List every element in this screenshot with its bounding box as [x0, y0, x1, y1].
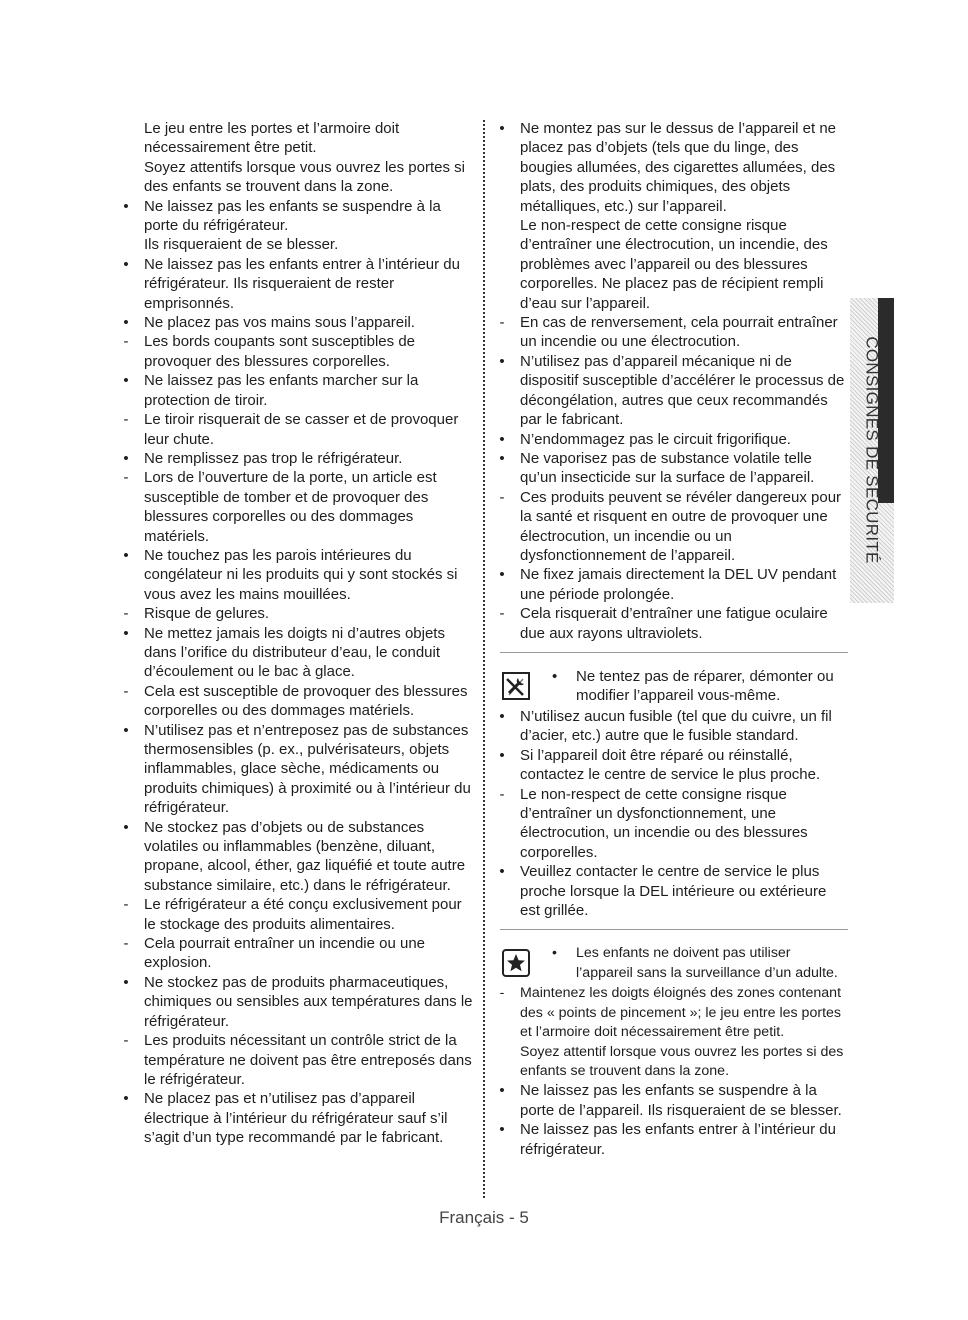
- list-text: Ne remplissez pas trop le réfrigérateur.: [144, 449, 403, 467]
- list-text: Ne fixez jamais directement la DEL UV pendant une période prolongée.: [520, 566, 837, 603]
- list-marker: •: [123, 314, 129, 332]
- list-item: [490, 785, 848, 863]
- list-marker: •: [123, 818, 129, 836]
- list-text: N’utilisez pas d’appareil mécanique ni de dispositif susceptible d’accélérer le processus de décongélation, autres que ceux recommandés par le fabricant.: [520, 352, 845, 429]
- list-marker: •: [499, 430, 505, 448]
- list-marker: -: [499, 785, 505, 803]
- list-item: [490, 430, 848, 449]
- list-marker: •: [499, 863, 505, 881]
- list-text: N’utilisez aucun fusible (tel que du cuivre, un fil d’acier, etc.) autre que le fusible standard.: [520, 707, 832, 745]
- side-tab-label: CONSIGNES DE SÉCURITÉ: [862, 336, 882, 564]
- list-marker: •: [499, 1121, 505, 1139]
- bullet-marker: •: [552, 945, 557, 962]
- service-warning: [490, 667, 848, 707]
- list-item: [114, 1031, 476, 1089]
- list-text: Ne stockez pas de produits pharmaceutiques, chimiques ou sensibles aux températures dans le réfrigérateur.: [144, 973, 473, 1030]
- list-marker: •: [499, 449, 505, 467]
- list-item: [114, 682, 476, 721]
- list-text: Le non-respect de cette consigne risque d’entraîner un dysfonctionnement, une électrocution, un incendie ou des blessures corporelles.: [520, 785, 808, 861]
- list-text: Cela est susceptible de provoquer des blessures corporelles ou des dommages matériels.: [144, 682, 468, 720]
- list-text: Ne laissez pas les enfants se suspendre à la porte de l’appareil. Ils risqueraient de se blesser.: [520, 1082, 842, 1119]
- left-column: [114, 119, 476, 1148]
- list-item: [490, 352, 848, 430]
- list-text: Soyez attentif lorsque vous ouvrez les portes si des enfants se trouvent dans la zone.: [520, 1043, 844, 1080]
- list-item: [490, 1120, 848, 1159]
- list-item: [114, 546, 476, 604]
- list-text: Ne touchez pas les parois intérieures du congélateur ni les produits qui y sont stockés si vous avez les mains mouillées.: [144, 546, 458, 603]
- list-marker: •: [499, 746, 505, 764]
- column-divider: [483, 120, 485, 1198]
- list-item: [114, 1089, 476, 1147]
- list-marker: -: [499, 985, 505, 1002]
- list-text: Ne mettez jamais les doigts ni d’autres objets dans l’orifice du distributeur d’eau, le conduit d’écoulement ou le bac à glace.: [144, 624, 445, 681]
- list-text: Ces produits peuvent se révéler dangereux pour la santé et risquent en outre de provoquer une électrocution, un incendie ou un dysfonctionnement de l’appareil.: [520, 488, 842, 564]
- list-text: Si l’appareil doit être réparé ou réinstallé, contactez le centre de service le plus proche.: [520, 746, 821, 784]
- list-marker: -: [123, 605, 129, 623]
- list-item: [114, 624, 476, 682]
- list-text: Ne laissez pas les enfants entrer à l’intérieur du réfrigérateur.: [520, 1121, 836, 1158]
- list-marker: •: [499, 352, 505, 370]
- list-text: Ne montez pas sur le dessus de l’appareil et ne placez pas d’objets (tels que du linge, des bougies allumées, des cigarettes allumées, des plats, des produits chimiques, des objets métalliques, etc.) sur l’appareil.: [520, 120, 837, 215]
- no-disassembly-icon: [502, 672, 530, 700]
- list-item: [114, 604, 476, 623]
- list-marker: -: [123, 682, 129, 700]
- list-item: [114, 371, 476, 410]
- list-marker: -: [499, 605, 505, 623]
- list-text: Cela risquerait d’entraîner une fatigue oculaire due aux rayons ultraviolets.: [520, 605, 828, 642]
- list-text: Ne stockez pas d’objets ou de substances volatiles ou inflammables (benzène, diluant, propane, alcool, éther, gaz liquéfié et toute autre substance similaire, etc.) dans le réfrigérateur.: [144, 818, 466, 894]
- right-column: [490, 119, 848, 1159]
- list-item: [490, 488, 848, 566]
- list-marker: •: [499, 1082, 505, 1100]
- list-item: [490, 707, 848, 746]
- list-text: Lors de l’ouverture de la porte, un article est susceptible de tomber et de provoquer des blessures corporelles ou des dommages matériels.: [144, 469, 437, 545]
- list-marker: -: [123, 411, 129, 429]
- list-text: Ne laissez pas les enfants se suspendre à la porte du réfrigérateur.: [144, 197, 441, 235]
- child-warning-text: Les enfants ne doivent pas utiliser l’appareil sans la surveillance d’un adulte.: [576, 945, 838, 981]
- list-text: Ne vaporisez pas de substance volatile telle qu’un insecticide sur la surface de l’appareil.: [520, 449, 815, 487]
- list-item: [114, 332, 476, 371]
- list-item: [114, 934, 476, 973]
- service-warning-text: Ne tentez pas de réparer, démonter ou modifier l’appareil vous-même.: [576, 667, 834, 705]
- list-item: [114, 119, 476, 158]
- list-marker: -: [499, 488, 505, 506]
- list-text: Le réfrigérateur a été conçu exclusivement pour le stockage des produits alimentaires.: [144, 896, 462, 933]
- list-text: Ne placez pas et n’utilisez pas d’appareil électrique à l’intérieur du réfrigérateur sauf s’il s’agit d’un type recommandé par le fabricant.: [144, 1090, 448, 1147]
- page-footer: Français - 5: [439, 1208, 529, 1227]
- child-warning: [490, 944, 848, 984]
- list-item: [490, 862, 848, 920]
- list-marker: •: [123, 372, 129, 390]
- list-item: [490, 604, 848, 643]
- list-marker: •: [123, 197, 129, 215]
- list-marker: •: [123, 449, 129, 467]
- list-text: En cas de renversement, cela pourrait entraîner un incendie ou une électrocution.: [520, 314, 838, 351]
- list-marker: •: [123, 721, 129, 739]
- list-item: [114, 721, 476, 818]
- list-item: [114, 895, 476, 934]
- list-text: Les bords coupants sont susceptibles de provoquer des blessures corporelles.: [144, 333, 416, 370]
- list-marker: -: [123, 896, 129, 914]
- list-text: Le non-respect de cette consigne risque d’entraîner une électrocution, un incendie, des problèmes avec l’appareil ou des blessures corporelles. Ne placez pas de récipient rempli d’eau sur l’appareil.: [520, 217, 828, 312]
- list-text: Ne laissez pas les enfants entrer à l’intérieur du réfrigérateur. Ils risqueraient de rester emprisonnés.: [144, 255, 460, 312]
- list-marker: -: [499, 314, 505, 332]
- list-text: Ne placez pas vos mains sous l’appareil.: [144, 314, 415, 332]
- list-item: [114, 410, 476, 449]
- list-item: [114, 818, 476, 896]
- list-text: Ne laissez pas les enfants marcher sur la protection de tiroir.: [144, 372, 419, 409]
- list-item: [490, 119, 848, 216]
- list-marker: •: [123, 255, 129, 273]
- list-item: [490, 313, 848, 352]
- child-safety-star-icon: [502, 949, 530, 977]
- list-marker: -: [123, 333, 129, 351]
- list-item: [114, 313, 476, 332]
- list-marker: •: [123, 973, 129, 991]
- list-text: N’endommagez pas le circuit frigorifique.: [520, 430, 791, 448]
- list-item: [490, 565, 848, 604]
- list-text: Soyez attentifs lorsque vous ouvrez les portes si des enfants se trouvent dans la zone.: [144, 158, 465, 196]
- list-text: Cela pourrait entraîner un incendie ou une explosion.: [144, 935, 426, 972]
- list-text: Veuillez contacter le centre de service le plus proche lorsque la DEL intérieure ou extérieure est grillée.: [520, 863, 827, 920]
- list-item: [490, 984, 848, 1042]
- list-marker: •: [123, 624, 129, 642]
- list-item: [490, 449, 848, 488]
- list-text: Ils risqueraient de se blesser.: [144, 236, 339, 254]
- list-item: [114, 235, 476, 254]
- list-item: [114, 197, 476, 236]
- bullet-marker: •: [552, 667, 558, 685]
- list-item: [114, 158, 476, 197]
- list-marker: •: [499, 566, 505, 584]
- list-marker: •: [123, 1090, 129, 1108]
- list-marker: -: [123, 935, 129, 953]
- list-marker: •: [499, 707, 505, 725]
- list-marker: -: [123, 1032, 129, 1050]
- list-text: Le tiroir risquerait de se casser et de provoquer leur chute.: [144, 411, 459, 448]
- list-marker: •: [499, 120, 505, 137]
- list-item: [490, 216, 848, 313]
- list-item: [114, 973, 476, 1031]
- list-text: Le jeu entre les portes et l’armoire doit nécessairement être petit.: [144, 120, 400, 157]
- section-separator: [500, 929, 848, 930]
- list-text: Les produits nécessitant un contrôle strict de la température ne doivent pas être entreposés dans le réfrigérateur.: [144, 1032, 472, 1088]
- list-text: Risque de gelures.: [144, 605, 270, 623]
- list-item: [490, 1081, 848, 1120]
- list-text: N’utilisez pas et n’entreposez pas de substances thermosensibles (p. ex., pulvérisateurs, objets inflammables, glace sèche, médicaments ou produits chimiques) à proximité ou à l’intérieur du réfrigérateur.: [144, 721, 471, 817]
- list-item: [114, 449, 476, 468]
- list-item: [490, 1043, 848, 1082]
- list-item: [114, 255, 476, 313]
- section-separator: [500, 652, 848, 653]
- list-text: Maintenez les doigts éloignés des zones contenant des « points de pincement »; le jeu entre les portes et l’armoire doit nécessairement être petit.: [520, 985, 842, 1041]
- list-item: [114, 468, 476, 546]
- list-marker: •: [123, 546, 129, 564]
- list-marker: -: [123, 469, 129, 487]
- list-item: [490, 746, 848, 785]
